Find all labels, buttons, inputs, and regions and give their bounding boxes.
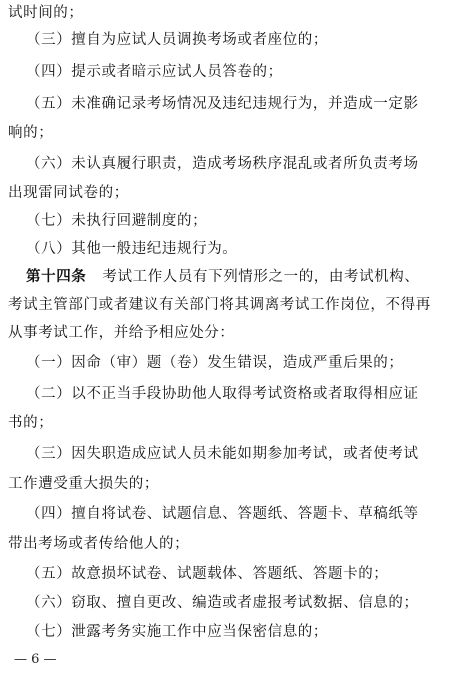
paragraph-line: 带出考场或者传给他人的；	[8, 536, 190, 552]
paragraph-line: 出现雷同试卷的；	[8, 185, 129, 201]
list-item: （六）未认真履行职责，造成考场秩序混乱或者所负责考场	[26, 156, 419, 172]
list-item: （三）擅自为应试人员调换考场或者座位的；	[26, 32, 328, 48]
list-item: （二）以不正当手段协助他人取得考试资格或者取得相应证	[26, 386, 419, 402]
list-item: （四）擅自将试卷、试题信息、答题纸、答题卡、草稿纸等	[26, 506, 419, 522]
paragraph-line: 书的；	[8, 415, 54, 431]
list-item: （一）因命（审）题（卷）发生错误，造成严重后果的；	[26, 355, 404, 371]
list-item: （六）窃取、擅自更改、编造或者虚报考试数据、信息的；	[26, 595, 419, 611]
list-item: （四）提示或者暗示应试人员答卷的；	[26, 64, 283, 80]
list-item: （七）未执行回避制度的；	[26, 213, 208, 229]
list-item: （三）因失职造成应试人员未能如期参加考试，或者使考试	[26, 446, 419, 462]
article-heading: 第十四条	[26, 268, 87, 285]
paragraph-line: 响的；	[8, 125, 54, 141]
page-number: — 6 —	[14, 652, 57, 667]
paragraph-line: 考试主管部门或者建议有关部门将其调离考试工作岗位，不得再	[8, 297, 431, 313]
article-text: 考试工作人员有下列情形之一的，由考试机构、	[102, 269, 420, 285]
paragraph-line: 工作遭受重大损失的；	[8, 476, 159, 492]
list-item: （五）未准确记录考场情况及违纪违规行为，并造成一定影	[26, 96, 419, 112]
list-item: （七）泄露考务实施工作中应当保密信息的；	[26, 624, 328, 640]
list-item: （八）其他一般违纪违规行为。	[26, 241, 238, 257]
list-item: （五）故意损坏试卷、试题载体、答题纸、答题卡的；	[26, 566, 389, 582]
paragraph-line: 从事考试工作，并给予相应处分：	[8, 325, 235, 341]
article-first-line	[26, 264, 472, 290]
paragraph-line: 试时间的；	[8, 5, 84, 21]
